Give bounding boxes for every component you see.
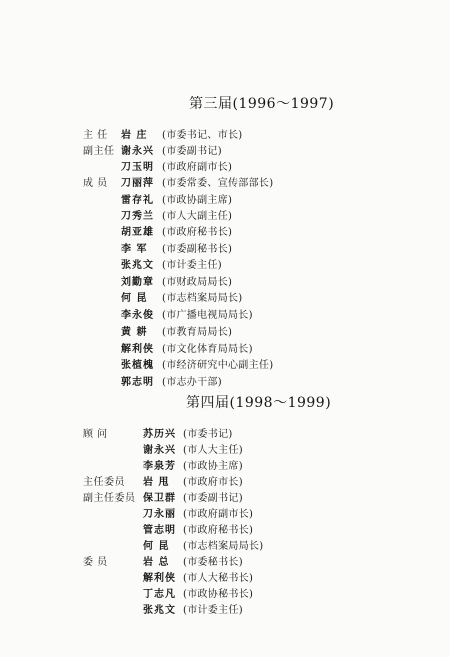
member-title: (市计委主任) (162, 260, 222, 271)
member-title: (市委秘书长) (183, 557, 243, 568)
member-name: 丁志凡 (143, 589, 176, 600)
member-name: 解利侠 (143, 573, 176, 584)
member-name: 李泉芳 (143, 461, 176, 472)
member-row (0, 492, 450, 506)
member-name: 何 昆 (121, 293, 148, 304)
member-role: 主 任 (83, 130, 108, 141)
member-title: (市教育局局长) (162, 327, 233, 338)
member-row (0, 177, 450, 191)
member-name: 刀秀兰 (121, 211, 154, 222)
member-title: (市广播电视局局长) (162, 310, 253, 321)
member-row (0, 343, 450, 357)
member-title: (市政协主席) (183, 461, 243, 472)
member-name: 郭志明 (121, 377, 154, 388)
member-role: 副主任委员 (83, 493, 136, 504)
member-row (0, 540, 450, 554)
member-row (0, 292, 450, 306)
member-title: (市委副秘书长) (162, 244, 233, 255)
member-row (0, 444, 450, 458)
member-role: 主任委员 (83, 477, 125, 488)
member-name: 黄 耕 (121, 327, 148, 338)
member-title: (市人大副主任) (162, 211, 233, 222)
member-row (0, 129, 450, 143)
member-row (0, 210, 450, 224)
member-name: 刀丽萍 (121, 178, 154, 189)
member-title: (市政协秘书长) (183, 589, 254, 600)
member-row (0, 226, 450, 240)
member-title: (市文化体育局局长) (162, 344, 253, 355)
member-row (0, 572, 450, 586)
member-title: (市人大秘书长) (183, 573, 254, 584)
member-title: (市政府副市长) (162, 162, 233, 173)
member-role: 顾 问 (83, 429, 108, 440)
member-name: 岩 甩 (143, 477, 170, 488)
member-name: 李永俊 (121, 310, 154, 321)
member-name: 张兆文 (121, 260, 154, 271)
member-row (0, 524, 450, 538)
member-row (0, 309, 450, 323)
member-row (0, 508, 450, 522)
member-row (0, 556, 450, 570)
member-title: (市经济研究中心副主任) (162, 360, 274, 371)
member-name: 刀永丽 (143, 509, 176, 520)
member-title: (市人大主任) (183, 445, 243, 456)
member-name: 刘勤章 (121, 277, 154, 288)
member-title: (市政府市长) (183, 477, 243, 488)
member-row (0, 194, 450, 208)
member-name: 张植槐 (121, 360, 154, 371)
member-title: (市委副书记) (162, 146, 222, 157)
member-row (0, 326, 450, 340)
member-name: 刀玉明 (121, 162, 154, 173)
member-title: (市委书记) (183, 429, 233, 440)
member-row (0, 476, 450, 490)
member-role: 副主任 (83, 146, 115, 157)
member-row (0, 359, 450, 373)
member-row (0, 376, 450, 390)
member-row (0, 428, 450, 442)
member-row (0, 145, 450, 159)
member-name: 雷存礼 (121, 195, 154, 206)
member-name: 岩 庄 (121, 130, 148, 141)
member-name: 保卫群 (143, 493, 176, 504)
member-row (0, 588, 450, 602)
member-row (0, 276, 450, 290)
member-name: 管志明 (143, 525, 176, 536)
section-title: 第三届(1996～1997) (189, 96, 335, 112)
member-title: (市政府秘书长) (162, 227, 233, 238)
member-title: (市委常委、宣传部部长) (162, 178, 274, 189)
member-name: 岩 总 (143, 557, 170, 568)
member-row (0, 243, 450, 257)
member-title: (市志档案局局长) (183, 541, 264, 552)
member-title: (市志档案局局长) (162, 293, 243, 304)
member-title: (市财政局局长) (162, 277, 233, 288)
member-name: 何 昆 (143, 541, 170, 552)
member-name: 谢永兴 (121, 146, 154, 157)
member-role: 成 员 (83, 178, 108, 189)
member-name: 李 军 (121, 244, 148, 255)
member-title: (市委书记、市长) (162, 130, 243, 141)
member-name: 张兆文 (143, 605, 176, 616)
member-role: 委 员 (83, 557, 108, 568)
member-row (0, 604, 450, 618)
member-row (0, 259, 450, 273)
member-name: 胡亚雄 (121, 227, 154, 238)
member-title: (市志办干部) (162, 377, 222, 388)
member-row (0, 161, 450, 175)
member-name: 谢永兴 (143, 445, 176, 456)
section-title: 第四届(1998～1999) (186, 395, 332, 411)
member-title: (市政府副市长) (183, 509, 254, 520)
member-title: (市政协副主席) (162, 195, 233, 206)
member-title: (市政府秘书长) (183, 525, 254, 536)
member-name: 苏历兴 (143, 429, 176, 440)
member-title: (市委副书记) (183, 493, 243, 504)
member-row (0, 460, 450, 474)
member-name: 解利侠 (121, 344, 154, 355)
member-title: (市计委主任) (183, 605, 243, 616)
